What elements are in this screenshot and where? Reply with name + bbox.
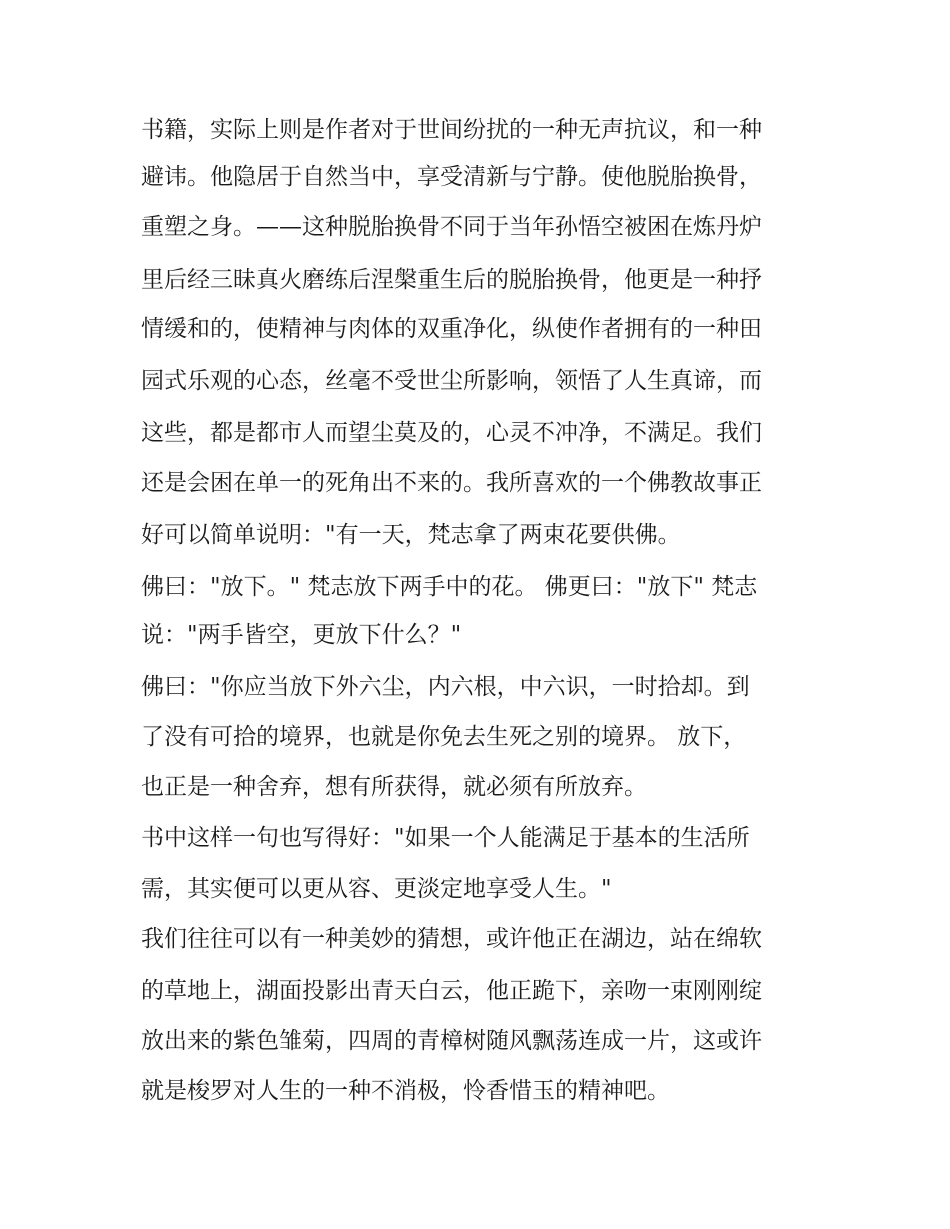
text-line: 说："两手皆空，更放下什么？": [141, 622, 462, 648]
text-line: 避讳。他隐居于自然当中，享受清新与宁静。使他脱胎换骨，: [141, 164, 762, 190]
text-line: 还是会困在单一的死角出不来的。我所喜欢的一个佛教故事正: [141, 470, 762, 496]
text-line: 佛曰："放下。" 梵志放下两手中的花。 佛更曰："放下" 梵志: [141, 574, 758, 600]
text-line: 我们往往可以有一种美妙的猜想，或许他正在湖边，站在绵软: [141, 926, 762, 952]
text-line: 园式乐观的心态，丝毫不受世尘所影响，领悟了人生真谛，而: [141, 368, 762, 394]
text-line: 佛曰："你应当放下外六尘，内六根，中六识，一时拾却。到: [141, 674, 750, 700]
text-line: 就是梭罗对人生的一种不消极，怜香惜玉的精神吧。: [141, 1078, 670, 1104]
text-line: 书籍，实际上则是作者对于世间纷扰的一种无声抗议，和一种: [141, 117, 762, 143]
text-line: 的草地上，湖面投影出青天白云，他正跪下，亲吻一束刚刚绽: [141, 978, 762, 1004]
text-line: 重塑之身。——这种脱胎换骨不同于当年孙悟空被困在炼丹炉: [141, 214, 762, 240]
text-line: 书中这样一句也写得好："如果一个人能满足于基本的生活所: [141, 825, 750, 851]
text-line: 好可以简单说明："有一天，梵志拿了两束花要供佛。: [141, 522, 681, 548]
text-line: 情缓和的，使精神与肉体的双重净化，纵使作者拥有的一种田: [141, 316, 762, 342]
text-line: 需，其实便可以更从容、更淡定地享受人生。": [141, 876, 612, 902]
text-line: 这些，都是都市人而望尘莫及的，心灵不冲净，不满足。我们: [141, 420, 762, 446]
text-line: 放出来的紫色雏菊，四周的青樟树随风飘荡连成一片，这或许: [141, 1028, 762, 1054]
text-line: 里后经三昧真火磨练后涅槃重生后的脱胎换骨，他更是一种抒: [141, 267, 762, 293]
text-line: 了没有可拾的境界，也就是你免去生死之别的境界。 放下，: [141, 724, 747, 750]
text-line: 也正是一种舍弃，想有所获得，就必须有所放弃。: [141, 774, 647, 800]
